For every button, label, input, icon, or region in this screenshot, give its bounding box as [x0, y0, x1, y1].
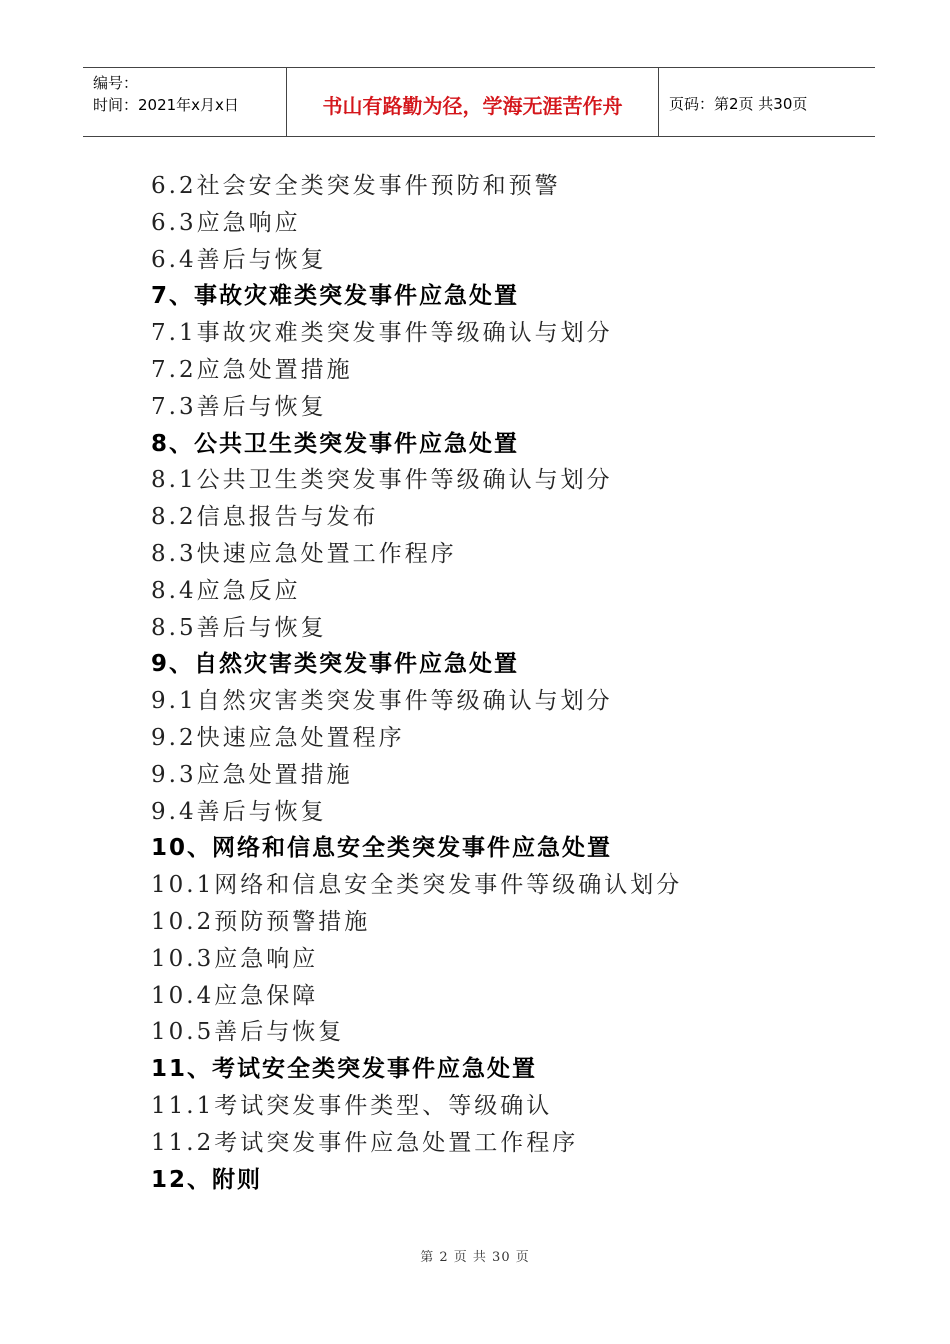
toc-subsection-item: 10.2预防预警措施: [151, 908, 371, 935]
toc-section-heading: 11、考试安全类突发事件应急处置: [151, 1056, 538, 1083]
toc-section-heading: 7、事故灾难类突发事件应急处置: [151, 283, 520, 310]
toc-subsection-item: 7.1事故灾难类突发事件等级确认与划分: [151, 320, 613, 347]
toc-subsection-item: 11.2考试突发事件应急处置工作程序: [151, 1129, 579, 1156]
toc-subsection-item: 10.3应急响应: [151, 945, 319, 972]
toc-section-heading: 10、网络和信息安全类突发事件应急处置: [151, 835, 613, 862]
header-meta: [83, 68, 287, 136]
toc-subsection-item: 10.5善后与恢复: [151, 1019, 345, 1046]
page-footer: 第 2 页 共 30 页: [420, 1250, 530, 1265]
toc-subsection-item: 8.5善后与恢复: [151, 614, 327, 641]
header-motto: 书山有路勤为径，学海无涯苦作舟: [287, 68, 659, 136]
toc-subsection-item: 9.1自然灾害类突发事件等级确认与划分: [151, 688, 613, 715]
toc-subsection-item: 8.3快速应急处置工作程序: [151, 540, 457, 567]
toc-subsection-item: 7.3善后与恢复: [151, 393, 327, 420]
document-time-label: 时间：2021年x月x日: [93, 96, 239, 114]
toc-subsection-item: 11.1考试突发事件类型、等级确认: [151, 1092, 553, 1119]
header-page-info: 页码：第2页 共30页: [669, 94, 808, 113]
toc-section-heading: 8、公共卫生类突发事件应急处置: [151, 430, 520, 457]
toc-section-heading: 12、附则: [151, 1166, 263, 1193]
toc-subsection-item: 7.2应急处置措施: [151, 356, 353, 383]
toc-subsection-item: 8.4应急反应: [151, 577, 301, 604]
toc-subsection-item: 10.1网络和信息安全类突发事件等级确认划分: [151, 872, 683, 899]
toc-subsection-item: 9.3应急处置措施: [151, 761, 353, 788]
document-number-label: 编号：: [93, 74, 139, 92]
toc-subsection-item: 6.3应急响应: [151, 209, 301, 236]
toc-subsection-item: 6.2社会安全类突发事件预防和预警: [151, 173, 561, 199]
toc-subsection-item: 8.2信息报告与发布: [151, 504, 379, 531]
table-of-contents: [151, 168, 871, 1198]
toc-subsection-item: 9.2快速应急处置程序: [151, 724, 405, 751]
toc-subsection-item: 8.1公共卫生类突发事件等级确认与划分: [151, 467, 613, 494]
page-header: [83, 67, 875, 137]
toc-section-heading: 9、自然灾害类突发事件应急处置: [151, 651, 520, 678]
toc-subsection-item: 6.4善后与恢复: [151, 246, 327, 273]
toc-subsection-item: 10.4应急保障: [151, 982, 319, 1009]
toc-subsection-item: 9.4善后与恢复: [151, 798, 327, 825]
